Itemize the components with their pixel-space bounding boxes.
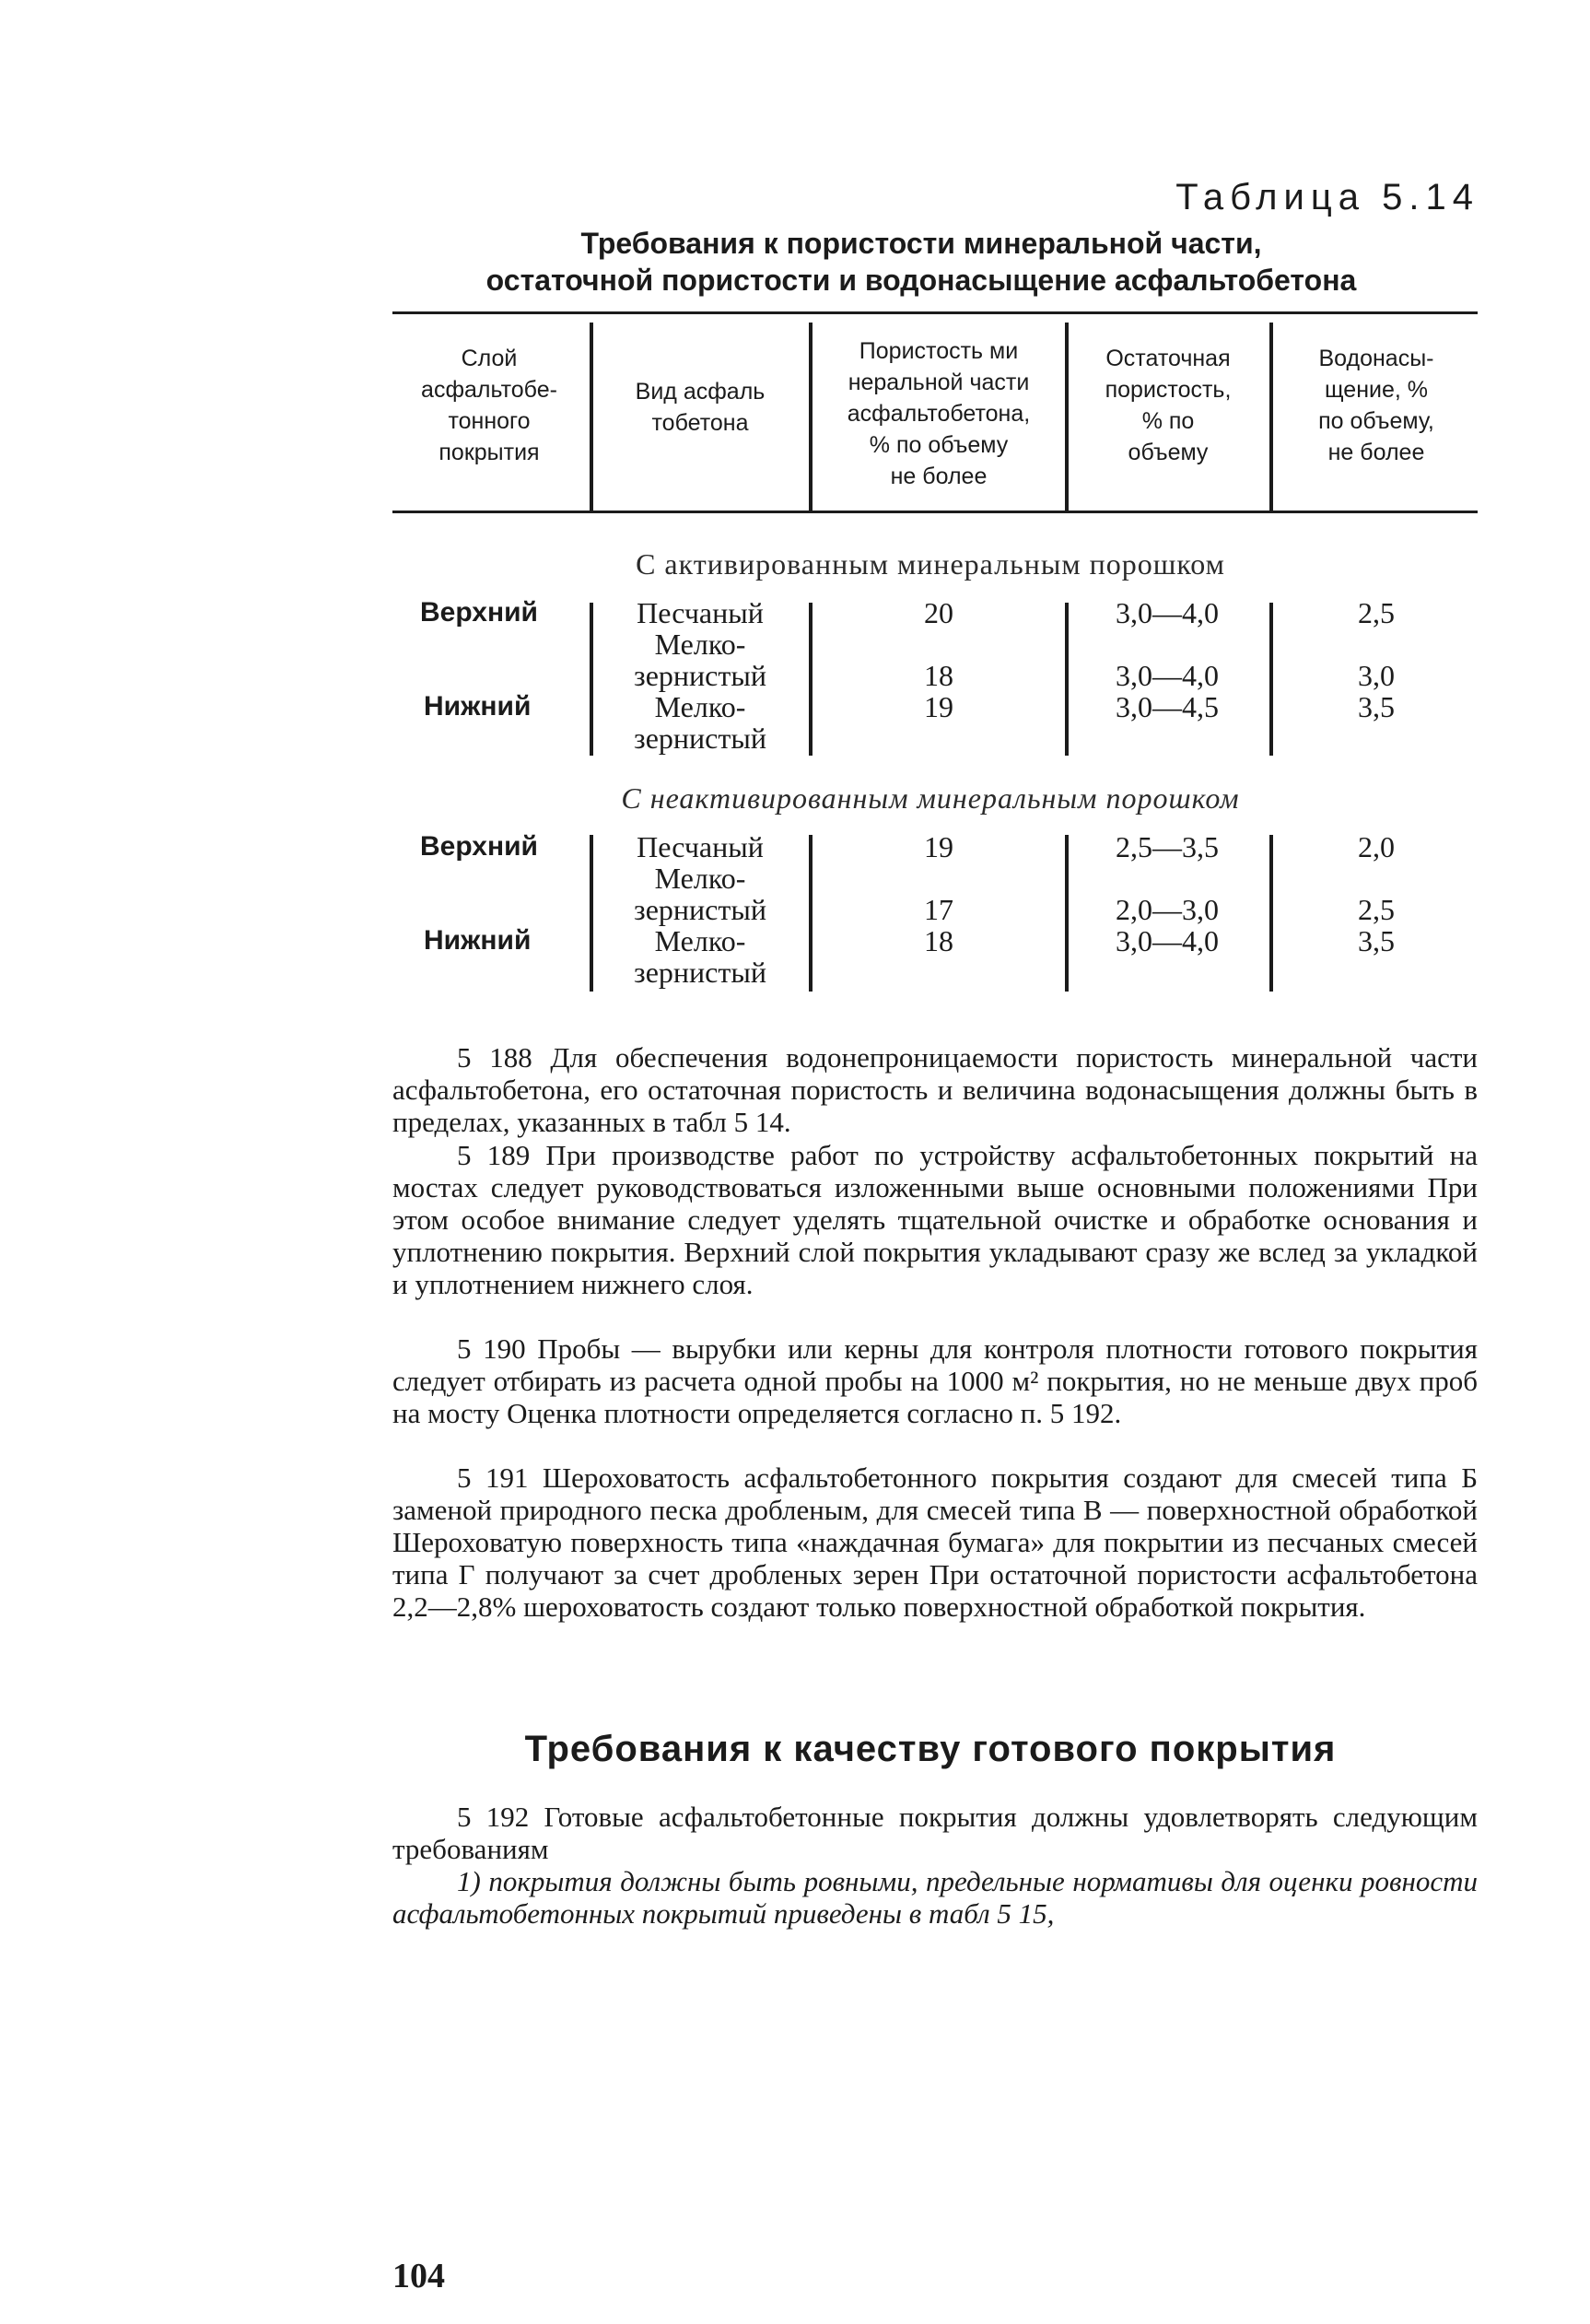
header-text: неральной части: [848, 370, 1030, 395]
column-divider: [1269, 835, 1273, 992]
header-text: не более: [890, 464, 988, 489]
header-divider: [1269, 323, 1273, 511]
cell-residual: 3,0—4,0: [1116, 924, 1219, 957]
section-heading: Требования к качеству готового покрытия: [524, 1729, 1337, 1769]
header-text: Вид асфаль: [635, 379, 766, 405]
paragraph-5-192: 5 192 Готовые асфальтобетонные покрытия должны удовлетворять следующим требованиям: [392, 1801, 1478, 1865]
cell-water: 2,0: [1358, 830, 1395, 863]
paragraph-5-189: 5 189 При производстве работ по устройству асфальтобетонных покрытий на мостах следует руководствоваться изложенными выше основными положениями При этом особое внимание следует уделять тщательной очистке и обработке основания и уплотнению покрытия. Верхний слой покрытия укладывают сразу же вслед за укладкой и уплотнением нижнего слоя.: [392, 1139, 1478, 1300]
cell-water: 2,5: [1358, 596, 1395, 629]
cell-type: Мелко-: [654, 690, 746, 723]
header-text: Остаточная: [1105, 346, 1231, 371]
caption-line: Требования к пористости минеральной части,: [580, 227, 1262, 260]
header-residual: [1070, 343, 1266, 468]
group-title: С неактивированным минеральным порошком: [621, 781, 1240, 815]
header-text: щение, %: [1325, 377, 1428, 403]
header-divider: [1065, 323, 1069, 511]
column-divider: [1065, 603, 1069, 756]
header-text: объему: [1128, 440, 1209, 465]
group-title: С активированным минеральным порошком: [636, 547, 1225, 581]
list-item-1: 1) покрытия должны быть ровными, предельные нормативы для оценки ровности асфальтобетонных покрытий приведены в табл 5 15,: [392, 1865, 1478, 1930]
column-divider: [1269, 603, 1273, 756]
table-top-rule: [392, 311, 1478, 314]
paragraph-5-188: 5 188 Для обеспечения водонепроницаемости пористость минеральной части асфальтобетона, его остаточная пористость и величина водонасыщения должны быть в пределах, указанных в табл 5 14.: [392, 1041, 1478, 1138]
cell-residual: 2,5—3,5: [1116, 830, 1219, 863]
cell-type: Мелко-: [654, 628, 746, 661]
paragraph-5-191: 5 191 Шероховатость асфальтобетонного покрытия создают для смесей типа Б заменой природного песка дробленым, для смесей типа В — поверхностной обработкой Шероховатую поверхность типа «наждачная бумага» для покрытии из песчаных смесей типа Г получают за счет дробленых зерен При остаточной пористости асфальтобетона 2,2—2,8% шероховатость создают только поверхностной обработкой покрытия.: [392, 1461, 1478, 1623]
header-text: % по: [1141, 408, 1195, 434]
column-divider: [1065, 835, 1069, 992]
cell-porosity: 18: [924, 659, 953, 692]
cell-water: 2,5: [1358, 893, 1395, 926]
header-text: асфальтобе-: [421, 377, 557, 403]
paragraph-5-190: 5 190 Пробы — вырубки или керны для контроля плотности готового покрытия следует отбирать из расчета одной пробы на 1000 м² покрытия, но не меньше двух проб на мосту Оценка плотности определяется согласно п. 5 192.: [392, 1332, 1478, 1429]
header-text: тонного: [448, 408, 531, 434]
column-divider: [809, 603, 813, 756]
cell-layer: Нижний: [424, 925, 532, 956]
cell-type: Мелко-: [654, 924, 746, 957]
column-divider: [809, 835, 813, 992]
header-text: по объему,: [1318, 408, 1434, 434]
cell-type: зернистый: [634, 659, 766, 692]
header-text: Слой: [461, 346, 518, 371]
cell-porosity: 18: [924, 924, 953, 957]
table-caption: [387, 225, 1456, 299]
header-porosity: [814, 335, 1063, 492]
header-text: Водонасы-: [1318, 346, 1434, 371]
header-text: покрытия: [438, 440, 540, 465]
cell-porosity: 19: [924, 690, 953, 723]
cell-layer: Верхний: [420, 597, 538, 628]
cell-porosity: 20: [924, 596, 953, 629]
cell-water: 3,5: [1358, 690, 1395, 723]
table-label: Таблица 5.14: [1175, 177, 1479, 217]
cell-residual: 2,0—3,0: [1116, 893, 1219, 926]
header-divider: [809, 323, 813, 511]
cell-porosity: 17: [924, 893, 953, 926]
page-number: 104: [392, 2257, 445, 2295]
cell-residual: 3,0—4,0: [1116, 659, 1219, 692]
cell-type: Мелко-: [654, 862, 746, 895]
cell-type: Песчаный: [637, 830, 764, 863]
column-divider: [590, 603, 593, 756]
header-text: тобетона: [651, 410, 749, 436]
table-header-rule: [392, 511, 1478, 513]
cell-water: 3,5: [1358, 924, 1395, 957]
column-divider: [590, 835, 593, 992]
header-water: [1275, 343, 1478, 468]
cell-type: зернистый: [634, 893, 766, 926]
cell-water: 3,0: [1358, 659, 1395, 692]
cell-residual: 3,0—4,0: [1116, 596, 1219, 629]
header-type: [595, 376, 805, 439]
header-divider: [590, 323, 593, 511]
header-text: асфальтобетона,: [847, 401, 1031, 427]
header-text: не более: [1327, 440, 1425, 465]
header-text: Пористость ми: [859, 338, 1019, 364]
cell-type: Песчаный: [637, 596, 764, 629]
cell-layer: Верхний: [420, 831, 538, 862]
cell-layer: Нижний: [424, 691, 532, 722]
cell-porosity: 19: [924, 830, 953, 863]
header-text: пористость,: [1105, 377, 1232, 403]
cell-type: зернистый: [634, 722, 766, 755]
cell-residual: 3,0—4,5: [1116, 690, 1219, 723]
cell-type: зернистый: [634, 956, 766, 989]
caption-line: остаточной пористости и водонасыщение асфальтобетона: [485, 264, 1357, 297]
header-text: % по объему: [869, 432, 1009, 458]
header-layer: [392, 343, 586, 468]
